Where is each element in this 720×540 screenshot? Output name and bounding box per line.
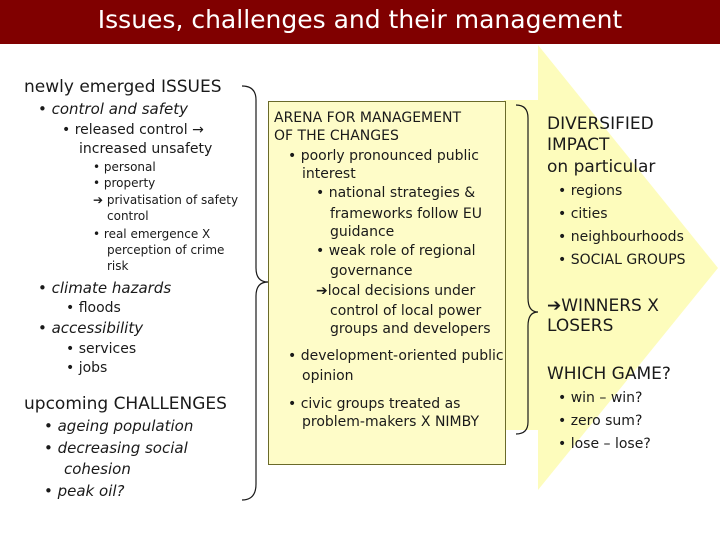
control-safety-item: • control and safety xyxy=(38,100,188,118)
released-control-line2: increased unsafety xyxy=(79,141,213,157)
services-item: • services xyxy=(66,341,137,357)
privatisation-line2: control xyxy=(107,209,149,223)
poorly-line1: • poorly pronounced public xyxy=(288,148,479,164)
zero-sum-item: • zero sum? xyxy=(558,413,643,429)
regions-item: • regions xyxy=(558,183,623,199)
development-line2: opinion xyxy=(302,368,354,384)
local-decisions-line3: groups and developers xyxy=(330,321,491,337)
arena-heading-line2: OF THE CHANGES xyxy=(274,128,399,144)
civic-line2: problem-makers X NIMBY xyxy=(302,414,480,430)
property-item: • property xyxy=(93,176,156,190)
weak-role-line2: governance xyxy=(330,263,413,279)
local-decisions-line1: ➔local decisions under xyxy=(316,283,476,299)
diversified-line1: DIVERSIFIED xyxy=(547,114,654,134)
peak-oil-item: • peak oil? xyxy=(44,482,125,500)
national-line1: • national strategies & xyxy=(316,185,476,201)
cities-item: • cities xyxy=(558,206,608,222)
personal-item: • personal xyxy=(93,160,156,174)
jobs-item: • jobs xyxy=(66,360,108,376)
local-decisions-line2: control of local power xyxy=(330,303,482,319)
weak-role-line1: • weak role of regional xyxy=(316,243,476,259)
issues-heading: newly emerged ISSUES xyxy=(24,77,222,97)
lose-lose-item: • lose – lose? xyxy=(558,436,651,452)
civic-line1: • civic groups treated as xyxy=(288,396,461,412)
arena-heading-line1: ARENA FOR MANAGEMENT xyxy=(274,110,462,126)
which-game-heading: WHICH GAME? xyxy=(547,364,671,384)
national-line2: frameworks follow EU xyxy=(330,206,482,222)
accessibility-item: • accessibility xyxy=(38,319,144,337)
slide-title: Issues, challenges and their management xyxy=(97,5,623,34)
decreasing-line2: cohesion xyxy=(64,460,131,478)
poorly-line2: interest xyxy=(302,166,356,182)
winners-line2: LOSERS xyxy=(547,316,614,336)
climate-hazards-item: • climate hazards xyxy=(38,279,172,297)
privatisation-line1: ➔ privatisation of safety xyxy=(93,193,239,207)
neighbourhoods-item: • neighbourhoods xyxy=(558,229,684,245)
diversified-line2: IMPACT xyxy=(547,135,610,155)
floods-item: • floods xyxy=(66,300,121,316)
ageing-item: • ageing population xyxy=(44,417,194,435)
challenges-heading: upcoming CHALLENGES xyxy=(24,394,227,414)
left-brace xyxy=(242,86,268,500)
decreasing-line1: • decreasing social xyxy=(44,439,188,457)
national-line3: guidance xyxy=(330,224,395,240)
real-emergence-line3: risk xyxy=(107,259,129,273)
winners-line1: ➔WINNERS X xyxy=(547,296,659,316)
real-emergence-line1: • real emergence X xyxy=(93,227,211,241)
win-win-item: • win – win? xyxy=(558,390,643,406)
diversified-line3: on particular xyxy=(547,157,656,177)
released-control-line1: • released control → xyxy=(62,122,204,138)
right-brace xyxy=(516,105,538,434)
real-emergence-line2: perception of crime xyxy=(107,243,225,257)
development-line1: • development-oriented public xyxy=(288,348,504,364)
social-groups-item: • SOCIAL GROUPS xyxy=(558,252,686,268)
